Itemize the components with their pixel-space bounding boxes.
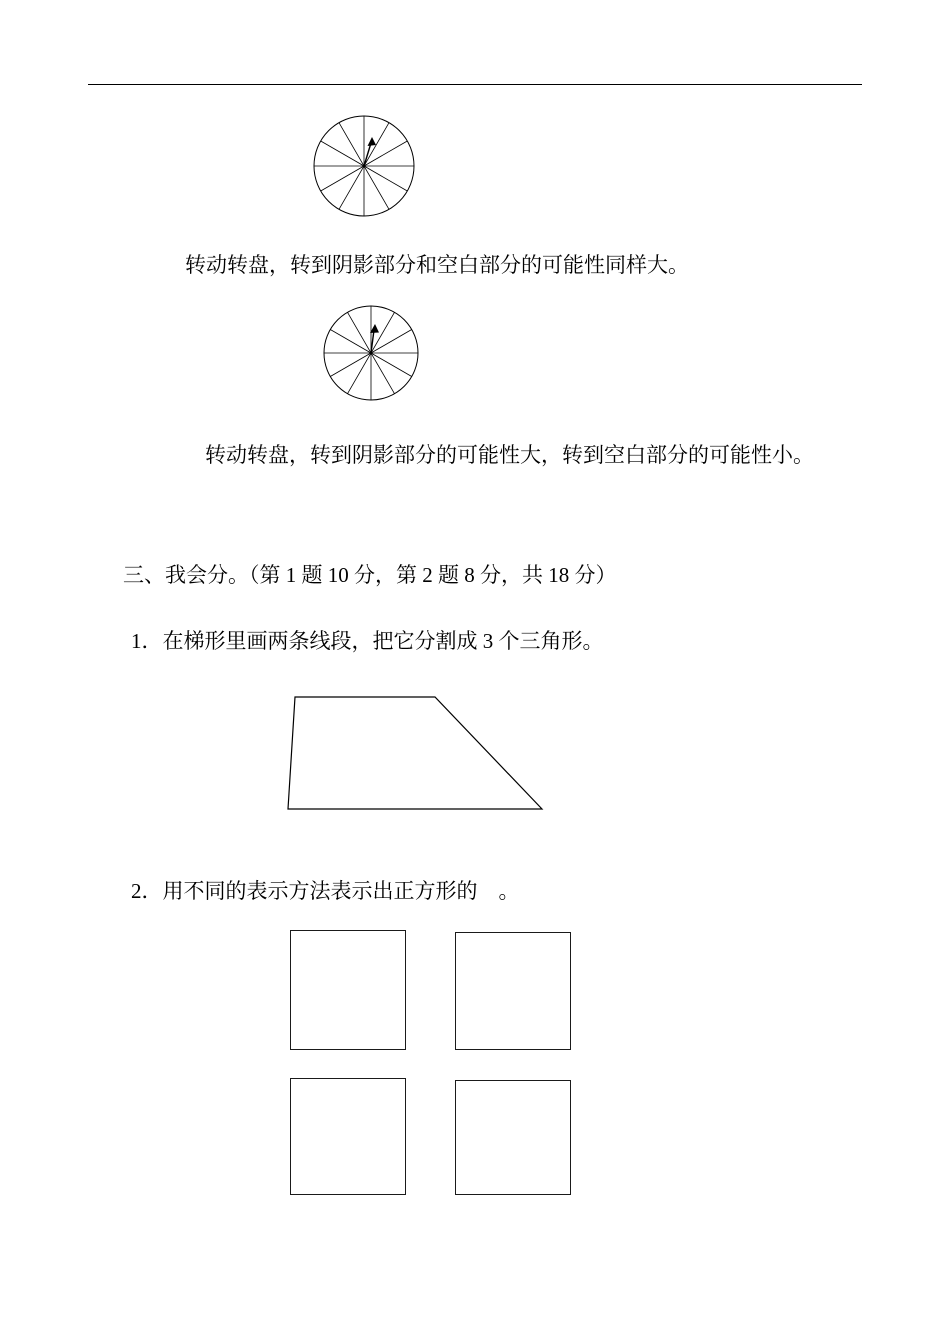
spinner-wheel-icon bbox=[308, 110, 420, 222]
item2-prompt: 2．用不同的表示方法表示出正方形的 。 bbox=[131, 879, 520, 903]
spinner-equal-caption: 转动转盘，转到阴影部分和空白部分的可能性同样大。 bbox=[185, 253, 689, 277]
spinner-wheel-figure-1 bbox=[308, 110, 420, 222]
trapezoid-figure bbox=[284, 694, 546, 814]
spinner-arrow-icon bbox=[368, 137, 377, 146]
blank-square-2 bbox=[455, 932, 571, 1050]
blank-square-1 bbox=[290, 930, 406, 1050]
spinner-unequal-caption: 转动转盘，转到阴影部分的可能性大，转到空白部分的可能性小。 bbox=[205, 443, 814, 467]
trapezoid-icon bbox=[284, 694, 546, 814]
page-top-rule bbox=[88, 84, 862, 85]
blank-square-4 bbox=[455, 1080, 571, 1195]
blank-square-3 bbox=[290, 1078, 406, 1195]
item1-prompt: 1．在梯形里画两条线段，把它分割成 3 个三角形。 bbox=[131, 629, 604, 653]
section-three-heading: 三、我会分。（第 1 题 10 分，第 2 题 8 分，共 18 分） bbox=[123, 563, 617, 587]
spinner-wheel-figure-2 bbox=[320, 302, 422, 404]
spinner-wheel-icon bbox=[320, 302, 422, 404]
